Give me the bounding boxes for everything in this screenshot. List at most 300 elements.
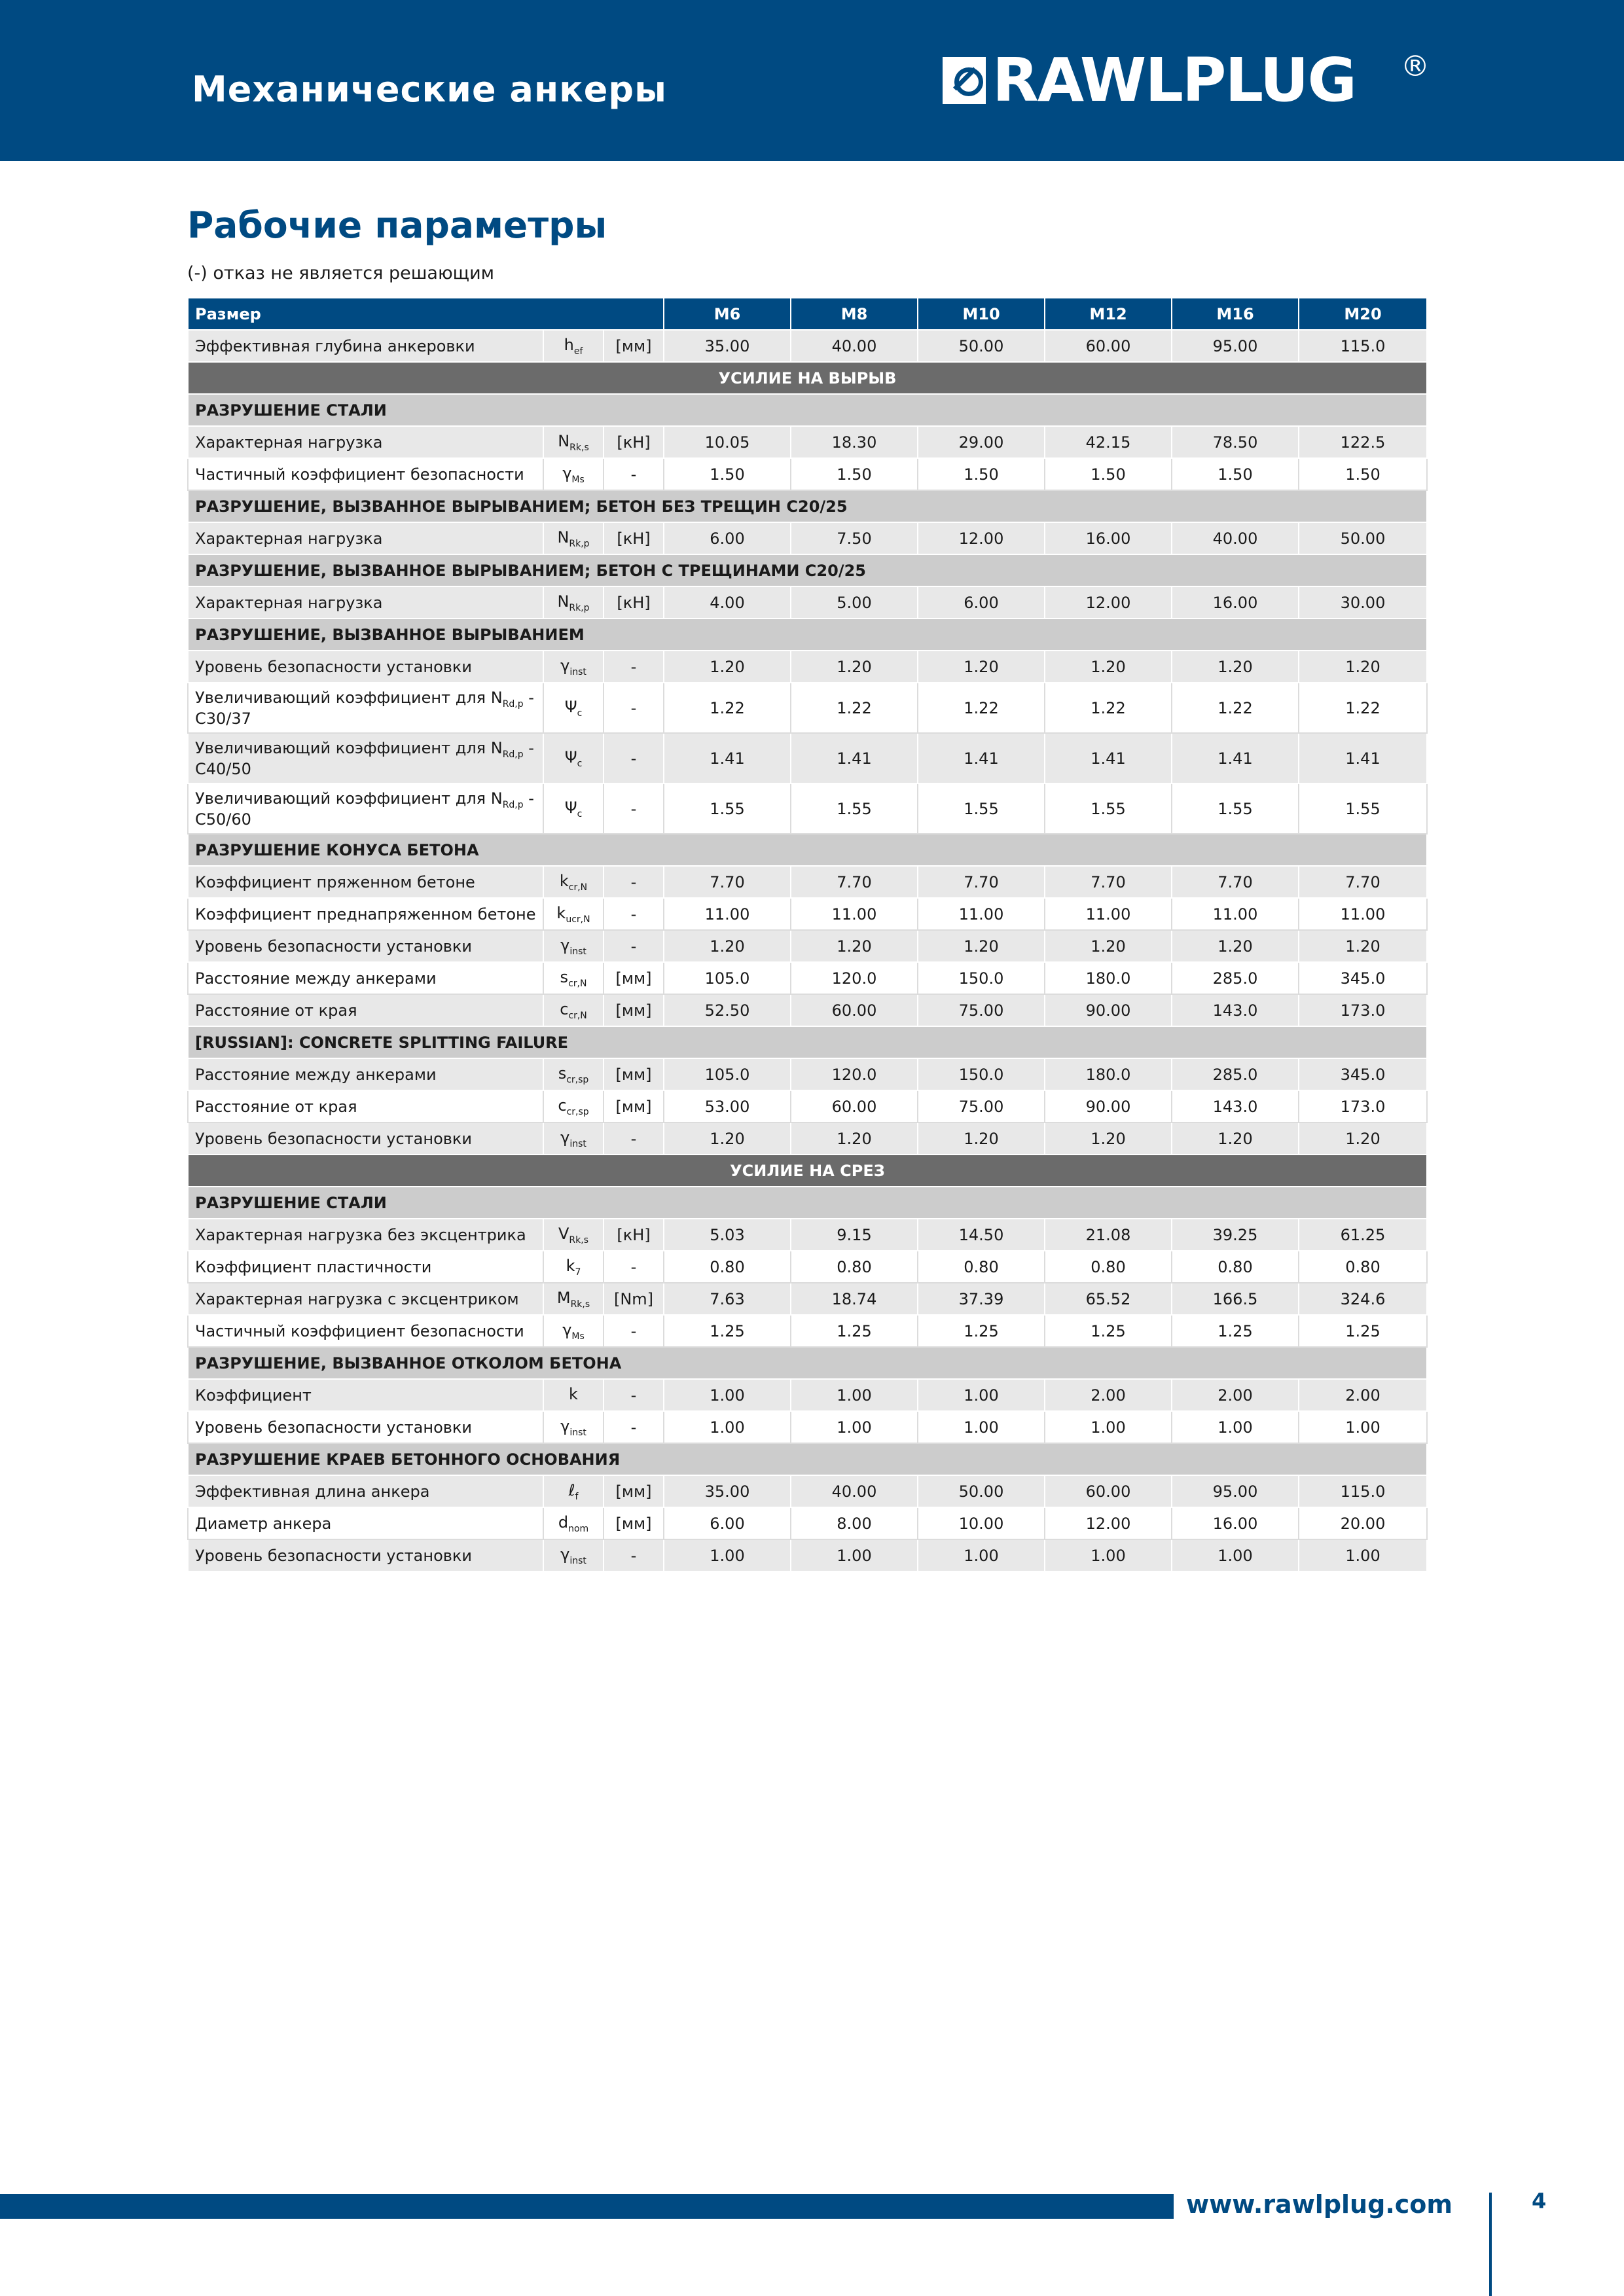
section-row <box>188 1155 1427 1187</box>
subsection-title: [RUSSIAN]: CONCRETE SPLITTING FAILURE <box>188 1026 1427 1058</box>
param-unit: [мм] <box>604 994 664 1026</box>
param-label-sub: Rd,p <box>502 698 524 709</box>
symbol-sub: Rk,s <box>569 442 589 453</box>
param-symbol <box>543 522 604 554</box>
symbol-sub: ef <box>573 346 583 357</box>
value-cell: 39.25 <box>1172 1219 1299 1251</box>
value-cell: 12.00 <box>918 522 1045 554</box>
subsection-row <box>188 554 1427 586</box>
value-cell: 16.00 <box>1172 1507 1299 1539</box>
symbol-sub: cr,N <box>568 882 588 893</box>
param-label <box>188 1539 543 1571</box>
subsection-row <box>188 1347 1427 1379</box>
symbol-main: γ <box>560 1416 570 1435</box>
size-header: Размер <box>188 298 664 330</box>
param-symbol <box>543 586 604 619</box>
symbol-sub: nom <box>568 1523 589 1534</box>
param-unit: [кН] <box>604 522 664 554</box>
value-cell: 1.00 <box>918 1379 1045 1411</box>
param-symbol <box>543 1283 604 1315</box>
param-label-text: Уровень безопасности установки <box>195 1129 472 1148</box>
param-label-text: Расстояние между анкерами <box>195 1065 437 1084</box>
symbol-sub: f <box>575 1491 579 1502</box>
value-cell: 1.41 <box>1172 733 1299 783</box>
value-cell: 1.55 <box>664 783 791 834</box>
value-cell: 180.0 <box>1045 1058 1172 1090</box>
value-cell: 1.25 <box>1299 1315 1427 1347</box>
table-row <box>188 1411 1427 1443</box>
value-cell: 1.00 <box>918 1539 1045 1571</box>
subsection-title: РАЗРУШЕНИЕ КРАЕВ БЕТОННОГО ОСНОВАНИЯ <box>188 1443 1427 1475</box>
symbol-sub: Rk,s <box>570 1299 590 1310</box>
value-cell: 95.00 <box>1172 330 1299 362</box>
value-cell: 0.80 <box>664 1251 791 1283</box>
param-label-text: Коэффициент пряженном бетоне <box>195 872 475 891</box>
value-cell: 1.20 <box>1045 930 1172 962</box>
value-cell: 1.00 <box>1299 1539 1427 1571</box>
param-label <box>188 330 543 362</box>
subsection-title: РАЗРУШЕНИЕ КОНУСА БЕТОНА <box>188 834 1427 866</box>
param-symbol <box>543 651 604 683</box>
value-cell: 10.05 <box>664 426 791 458</box>
value-cell: 7.50 <box>791 522 918 554</box>
param-label-tail: - C40/50 <box>195 738 534 778</box>
symbol-main: Ψ <box>564 697 577 716</box>
header-title: Механические анкеры <box>192 69 667 110</box>
param-label <box>188 1315 543 1347</box>
value-cell: 1.20 <box>791 1122 918 1155</box>
symbol-main: c <box>558 1096 567 1115</box>
param-label <box>188 1411 543 1443</box>
symbol-sub: inst <box>569 666 586 677</box>
symbol-sub: cr,sp <box>566 1106 589 1117</box>
param-symbol <box>543 330 604 362</box>
value-cell: 105.0 <box>664 962 791 994</box>
value-cell: 1.00 <box>664 1539 791 1571</box>
param-label-text: Уровень безопасности установки <box>195 1418 472 1437</box>
subsection-row <box>188 1443 1427 1475</box>
param-label-text: Коэффициент пластичности <box>195 1257 432 1276</box>
value-cell: 0.80 <box>1172 1251 1299 1283</box>
symbol-main: c <box>560 999 569 1018</box>
value-cell: 75.00 <box>918 1090 1045 1122</box>
symbol-sub: cr,N <box>568 1010 587 1021</box>
value-cell: 7.70 <box>1299 866 1427 898</box>
value-cell: 1.25 <box>791 1315 918 1347</box>
value-cell: 6.00 <box>664 522 791 554</box>
value-cell: 60.00 <box>791 1090 918 1122</box>
symbol-main: s <box>558 1064 567 1083</box>
symbol-sub: c <box>577 758 583 769</box>
value-cell: 1.20 <box>791 930 918 962</box>
param-symbol <box>543 1122 604 1155</box>
value-cell: 7.70 <box>1045 866 1172 898</box>
symbol-main: s <box>560 967 569 986</box>
footer-divider <box>1489 2193 1492 2296</box>
value-cell: 0.80 <box>1299 1251 1427 1283</box>
symbol-sub: inst <box>569 946 586 957</box>
symbol-sub: cr,sp <box>566 1074 589 1085</box>
param-label-text: Коэффициент <box>195 1386 312 1405</box>
value-cell: 11.00 <box>1299 898 1427 930</box>
table-row <box>188 683 1427 733</box>
value-cell: 345.0 <box>1299 1058 1427 1090</box>
param-label <box>188 994 543 1026</box>
table-header-row <box>188 298 1427 330</box>
param-unit: [Nm] <box>604 1283 664 1315</box>
value-cell: 1.20 <box>1172 1122 1299 1155</box>
param-symbol <box>543 1539 604 1571</box>
symbol-main: k <box>559 871 569 890</box>
symbol-sub: inst <box>569 1555 586 1566</box>
symbol-main: N <box>558 431 570 450</box>
value-cell: 150.0 <box>918 962 1045 994</box>
value-cell: 50.00 <box>918 1475 1045 1507</box>
value-cell: 18.30 <box>791 426 918 458</box>
param-label-sub: Rd,p <box>502 749 524 760</box>
param-label-text: Частичный коэффициент безопасности <box>195 1321 524 1340</box>
symbol-main: γ <box>560 1545 570 1564</box>
param-label-text: Уровень безопасности установки <box>195 1546 472 1565</box>
value-cell: 1.50 <box>1172 458 1299 490</box>
value-cell: 1.00 <box>918 1411 1045 1443</box>
value-cell: 120.0 <box>791 1058 918 1090</box>
param-unit: - <box>604 683 664 733</box>
size-col-header: M10 <box>918 298 1045 330</box>
param-unit: [мм] <box>604 1475 664 1507</box>
value-cell: 1.20 <box>1045 651 1172 683</box>
param-label <box>188 683 543 733</box>
value-cell: 6.00 <box>664 1507 791 1539</box>
value-cell: 1.20 <box>1172 930 1299 962</box>
param-unit: - <box>604 1315 664 1347</box>
param-label <box>188 962 543 994</box>
param-label <box>188 1219 543 1251</box>
value-cell: 1.00 <box>791 1411 918 1443</box>
param-unit: [мм] <box>604 1507 664 1539</box>
value-cell: 53.00 <box>664 1090 791 1122</box>
value-cell: 115.0 <box>1299 330 1427 362</box>
param-symbol <box>543 1507 604 1539</box>
value-cell: 2.00 <box>1172 1379 1299 1411</box>
param-label-text: Увеличивающий коэффициент для N <box>195 789 503 808</box>
value-cell: 16.00 <box>1172 586 1299 619</box>
symbol-main: h <box>564 335 574 354</box>
table-row <box>188 586 1427 619</box>
symbol-sub: c <box>577 808 583 819</box>
value-cell: 35.00 <box>664 330 791 362</box>
symbol-sub: Rk,p <box>569 538 590 549</box>
param-label <box>188 1379 543 1411</box>
symbol-main: k <box>566 1256 575 1275</box>
symbol-sub: c <box>577 708 583 719</box>
param-symbol <box>543 1379 604 1411</box>
symbol-main: N <box>557 528 569 547</box>
param-label <box>188 1283 543 1315</box>
value-cell: 1.22 <box>1172 683 1299 733</box>
value-cell: 1.20 <box>918 1122 1045 1155</box>
table-row <box>188 1283 1427 1315</box>
param-label-text: Увеличивающий коэффициент для N <box>195 688 503 707</box>
value-cell: 16.00 <box>1045 522 1172 554</box>
param-label-text: Увеличивающий коэффициент для N <box>195 738 503 757</box>
value-cell: 0.80 <box>791 1251 918 1283</box>
value-cell: 14.50 <box>918 1219 1045 1251</box>
value-cell: 1.00 <box>1299 1411 1427 1443</box>
subsection-row <box>188 619 1427 651</box>
param-label <box>188 1251 543 1283</box>
param-symbol <box>543 994 604 1026</box>
value-cell: 122.5 <box>1299 426 1427 458</box>
param-symbol <box>543 1219 604 1251</box>
value-cell: 1.20 <box>1299 930 1427 962</box>
param-unit: - <box>604 1411 664 1443</box>
value-cell: 1.55 <box>1045 783 1172 834</box>
value-cell: 11.00 <box>918 898 1045 930</box>
subsection-title: РАЗРУШЕНИЕ, ВЫЗВАННОЕ ОТКОЛОМ БЕТОНА <box>188 1347 1427 1379</box>
param-unit: - <box>604 733 664 783</box>
rawlplug-logo <box>943 45 1356 115</box>
param-label <box>188 522 543 554</box>
param-unit: - <box>604 1251 664 1283</box>
symbol-main: γ <box>560 656 570 675</box>
value-cell: 1.50 <box>664 458 791 490</box>
param-symbol <box>543 1315 604 1347</box>
value-cell: 143.0 <box>1172 1090 1299 1122</box>
param-unit: - <box>604 930 664 962</box>
symbol-sub: 7 <box>575 1266 581 1278</box>
symbol-main: V <box>558 1224 569 1243</box>
symbol-main: γ <box>560 935 570 954</box>
value-cell: 1.00 <box>664 1379 791 1411</box>
symbol-main: γ <box>560 1128 570 1147</box>
value-cell: 1.00 <box>664 1411 791 1443</box>
value-cell: 1.25 <box>1172 1315 1299 1347</box>
param-symbol <box>543 1090 604 1122</box>
value-cell: 7.70 <box>918 866 1045 898</box>
param-label <box>188 783 543 834</box>
param-unit: [кН] <box>604 426 664 458</box>
param-unit: [кН] <box>604 586 664 619</box>
symbol-main: γ <box>562 463 572 482</box>
value-cell: 9.15 <box>791 1219 918 1251</box>
param-label <box>188 1058 543 1090</box>
value-cell: 1.25 <box>664 1315 791 1347</box>
value-cell: 105.0 <box>664 1058 791 1090</box>
value-cell: 1.20 <box>664 1122 791 1155</box>
value-cell: 11.00 <box>791 898 918 930</box>
value-cell: 1.50 <box>918 458 1045 490</box>
param-unit: - <box>604 866 664 898</box>
param-unit: - <box>604 1122 664 1155</box>
value-cell: 90.00 <box>1045 1090 1172 1122</box>
value-cell: 1.50 <box>1299 458 1427 490</box>
param-unit: - <box>604 898 664 930</box>
value-cell: 1.55 <box>1172 783 1299 834</box>
table-row <box>188 1507 1427 1539</box>
section-title: УСИЛИЕ НА ВЫРЫВ <box>188 362 1427 394</box>
value-cell: 120.0 <box>791 962 918 994</box>
symbol-sub: Ms <box>571 474 585 485</box>
value-cell: 1.20 <box>664 930 791 962</box>
symbol-sub: inst <box>569 1138 586 1149</box>
table-row <box>188 1058 1427 1090</box>
value-cell: 4.00 <box>664 586 791 619</box>
param-unit: - <box>604 458 664 490</box>
param-label-text: Расстояние от края <box>195 1001 357 1020</box>
value-cell: 10.00 <box>918 1507 1045 1539</box>
value-cell: 115.0 <box>1299 1475 1427 1507</box>
logo-text: RAWLPLUG <box>992 45 1356 115</box>
value-cell: 1.55 <box>791 783 918 834</box>
symbol-main: ℓ <box>568 1480 575 1499</box>
param-label <box>188 458 543 490</box>
size-col-header: M16 <box>1172 298 1299 330</box>
value-cell: 35.00 <box>664 1475 791 1507</box>
table-row <box>188 1219 1427 1251</box>
table-row <box>188 898 1427 930</box>
table-row <box>188 522 1427 554</box>
param-unit: [кН] <box>604 1219 664 1251</box>
value-cell: 1.00 <box>1045 1411 1172 1443</box>
table-row <box>188 1122 1427 1155</box>
param-label-text: Характерная нагрузка <box>195 529 383 548</box>
table-row <box>188 962 1427 994</box>
subsection-row <box>188 1187 1427 1219</box>
value-cell: 40.00 <box>791 1475 918 1507</box>
registered-mark: ® <box>1401 50 1430 83</box>
value-cell: 345.0 <box>1299 962 1427 994</box>
table-row <box>188 994 1427 1026</box>
subsection-title: РАЗРУШЕНИЕ СТАЛИ <box>188 1187 1427 1219</box>
param-label-tail: - C30/37 <box>195 688 534 728</box>
value-cell: 50.00 <box>918 330 1045 362</box>
param-label <box>188 930 543 962</box>
value-cell: 143.0 <box>1172 994 1299 1026</box>
page-title: Рабочие параметры <box>187 204 607 246</box>
value-cell: 1.41 <box>1045 733 1172 783</box>
value-cell: 1.20 <box>1299 1122 1427 1155</box>
subsection-row <box>188 394 1427 426</box>
size-col-header: M20 <box>1299 298 1427 330</box>
value-cell: 95.00 <box>1172 1475 1299 1507</box>
value-cell: 1.41 <box>791 733 918 783</box>
table-row <box>188 733 1427 783</box>
value-cell: 1.41 <box>1299 733 1427 783</box>
value-cell: 1.22 <box>664 683 791 733</box>
page-header <box>0 0 1624 161</box>
value-cell: 7.70 <box>791 866 918 898</box>
table-row <box>188 1315 1427 1347</box>
value-cell: 20.00 <box>1299 1507 1427 1539</box>
value-cell: 166.5 <box>1172 1283 1299 1315</box>
symbol-main: Ψ <box>564 747 577 766</box>
param-symbol <box>543 426 604 458</box>
value-cell: 40.00 <box>791 330 918 362</box>
param-label-tail: - C50/60 <box>195 789 534 829</box>
value-cell: 1.22 <box>1045 683 1172 733</box>
value-cell: 1.41 <box>664 733 791 783</box>
value-cell: 285.0 <box>1172 1058 1299 1090</box>
parameters-table <box>187 297 1428 1572</box>
value-cell: 173.0 <box>1299 994 1427 1026</box>
value-cell: 1.00 <box>1172 1539 1299 1571</box>
param-label-text: Эффективная глубина анкеровки <box>195 336 475 355</box>
param-symbol <box>543 1251 604 1283</box>
table-row <box>188 866 1427 898</box>
footer-url[interactable]: www.rawlplug.com <box>1186 2190 1453 2219</box>
param-symbol <box>543 898 604 930</box>
param-label-text: Уровень безопасности установки <box>195 657 472 676</box>
param-symbol <box>543 1475 604 1507</box>
value-cell: 2.00 <box>1299 1379 1427 1411</box>
param-label <box>188 866 543 898</box>
value-cell: 90.00 <box>1045 994 1172 1026</box>
value-cell: 1.20 <box>918 930 1045 962</box>
symbol-sub: Rk,p <box>569 602 590 613</box>
note-text: (-) отказ не является решающим <box>187 263 495 283</box>
param-label-text: Эффективная длина анкера <box>195 1482 430 1501</box>
size-col-header: M8 <box>791 298 918 330</box>
param-label-text: Коэффициент преднапряженном бетоне <box>195 905 536 924</box>
table-row <box>188 1090 1427 1122</box>
param-unit: - <box>604 1379 664 1411</box>
value-cell: 1.25 <box>918 1315 1045 1347</box>
table-row <box>188 426 1427 458</box>
value-cell: 285.0 <box>1172 962 1299 994</box>
value-cell: 60.00 <box>1045 1475 1172 1507</box>
value-cell: 11.00 <box>1172 898 1299 930</box>
value-cell: 1.50 <box>791 458 918 490</box>
value-cell: 1.20 <box>664 651 791 683</box>
param-label-sub: Rd,p <box>502 799 524 810</box>
param-symbol <box>543 458 604 490</box>
param-symbol <box>543 683 604 733</box>
value-cell: 12.00 <box>1045 1507 1172 1539</box>
subsection-title: РАЗРУШЕНИЕ, ВЫЗВАННОЕ ВЫРЫВАНИЕМ; БЕТОН С ТРЕЩИНАМИ C20/25 <box>188 554 1427 586</box>
param-label <box>188 733 543 783</box>
table-row <box>188 783 1427 834</box>
table-row <box>188 1379 1427 1411</box>
table-row <box>188 930 1427 962</box>
value-cell: 1.20 <box>1045 1122 1172 1155</box>
value-cell: 52.50 <box>664 994 791 1026</box>
param-symbol <box>543 1058 604 1090</box>
param-unit: - <box>604 1539 664 1571</box>
value-cell: 1.55 <box>1299 783 1427 834</box>
table-row <box>188 458 1427 490</box>
value-cell: 18.74 <box>791 1283 918 1315</box>
value-cell: 1.25 <box>1045 1315 1172 1347</box>
size-col-header: M12 <box>1045 298 1172 330</box>
param-unit: - <box>604 783 664 834</box>
value-cell: 1.41 <box>918 733 1045 783</box>
param-label <box>188 1122 543 1155</box>
section-title: УСИЛИЕ НА СРЕЗ <box>188 1155 1427 1187</box>
symbol-main: k <box>569 1384 578 1403</box>
value-cell: 50.00 <box>1299 522 1427 554</box>
param-label <box>188 1475 543 1507</box>
value-cell: 8.00 <box>791 1507 918 1539</box>
value-cell: 1.00 <box>1172 1411 1299 1443</box>
value-cell: 40.00 <box>1172 522 1299 554</box>
section-row <box>188 362 1427 394</box>
param-label <box>188 1090 543 1122</box>
symbol-sub: inst <box>569 1427 586 1438</box>
value-cell: 65.52 <box>1045 1283 1172 1315</box>
param-label <box>188 651 543 683</box>
value-cell: 1.00 <box>791 1379 918 1411</box>
